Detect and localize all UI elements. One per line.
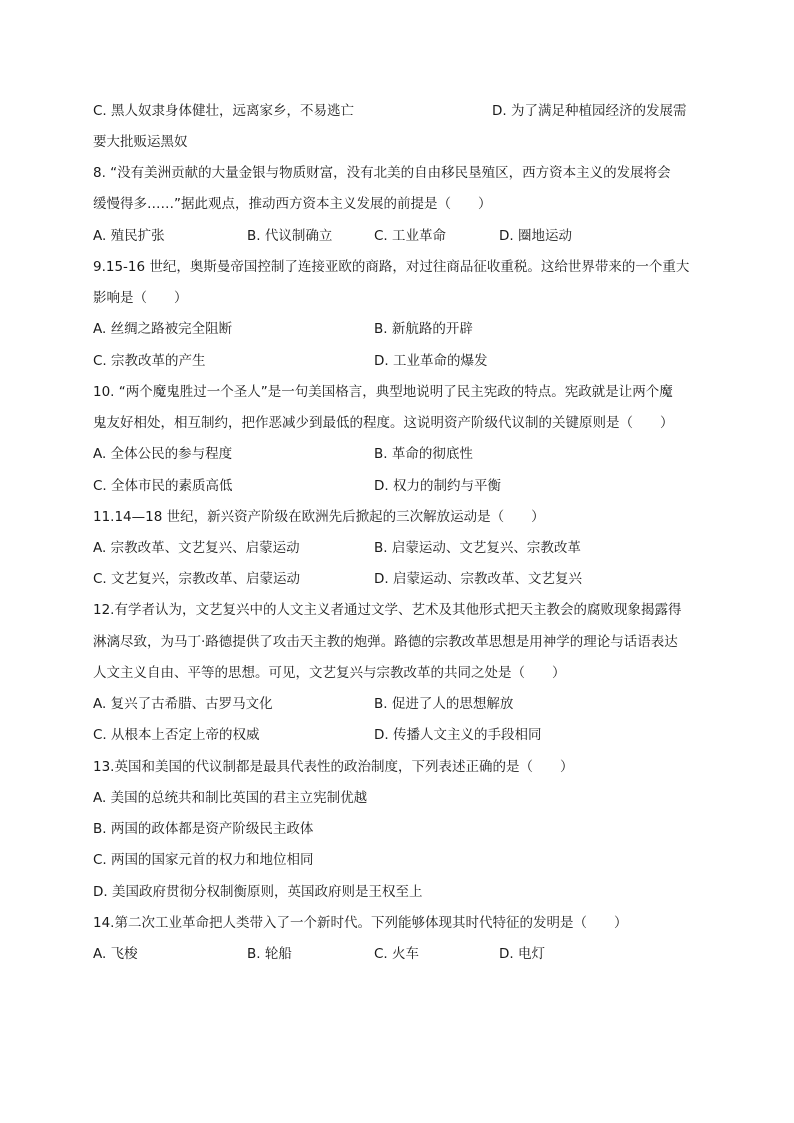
q11-option-b: B. 启蒙运动、文艺复兴、宗教改革 — [374, 540, 581, 556]
q12-stem-line-3: 人文主义自由、平等的思想。可见，文艺复兴与宗教改革的共同之处是（ ） — [93, 665, 566, 681]
q13-option-d: D. 美国政府贯彻分权制衡原则，英国政府则是王权至上 — [93, 884, 423, 900]
q12-stem-line-1: 12.有学者认为，文艺复兴中的人文主义者通过文学、艺术及其他形式把天主教会的腐败现象揭露得 — [93, 602, 682, 618]
q8-option-c: C. 工业革命 — [374, 228, 447, 244]
q13-option-a: A. 美国的总统共和制比英国的君主立宪制优越 — [93, 790, 368, 806]
q14-option-b: B. 轮船 — [247, 946, 292, 962]
q10-stem-line-2: 鬼友好相处，相互制约，把作恶减少到最低的程度。这说明资产阶级代议制的关键原则是（ ） — [93, 415, 674, 431]
q11-option-c: C. 文艺复兴，宗教改革、启蒙运动 — [93, 571, 301, 587]
q13-stem-line-1: 13.英国和美国的代议制都是最具代表性的政治制度，下列表述正确的是（ ） — [93, 759, 574, 775]
q8-option-a: A. 殖民扩张 — [93, 228, 165, 244]
q9-stem-line-2: 影响是（ ） — [93, 290, 188, 306]
q8-option-d: D. 圈地运动 — [499, 228, 572, 244]
q9-stem-line-1: 9.15-16 世纪，奥斯曼帝国控制了连接亚欧的商路，对过往商品征收重税。这给世界带来的一个重大 — [93, 259, 690, 275]
q11-option-d: D. 启蒙运动、宗教改革、文艺复兴 — [374, 571, 582, 587]
q9-option-b: B. 新航路的开辟 — [374, 321, 473, 337]
q7-option-c: C. 黑人奴隶身体健壮，远离家乡，不易逃亡 — [93, 103, 355, 119]
q13-option-c: C. 两国的国家元首的权力和地位相同 — [93, 852, 314, 868]
q14-option-a: A. 飞梭 — [93, 946, 138, 962]
q9-option-a: A. 丝绸之路被完全阻断 — [93, 321, 233, 337]
q8-stem-line-1: 8. “没有美洲贡献的大量金银与物质财富，没有北美的自由移民垦殖区，西方资本主义的发展将会 — [93, 165, 671, 181]
q12-option-c: C. 从根本上否定上帝的权威 — [93, 727, 260, 743]
q8-option-b: B. 代议制确立 — [247, 228, 333, 244]
q14-option-d: D. 电灯 — [499, 946, 545, 962]
q13-option-b: B. 两国的政体都是资产阶级民主政体 — [93, 821, 314, 837]
q10-stem-line-1: 10. “两个魔鬼胜过一个圣人”是一句美国格言，典型地说明了民主宪政的特点。宪政就是让两个魔 — [93, 384, 673, 400]
q10-option-a: A. 全体公民的参与程度 — [93, 446, 233, 462]
q9-option-d: D. 工业革命的爆发 — [374, 353, 488, 369]
q12-stem-line-2: 淋漓尽致，为马丁·路德提供了攻击天主教的炮弹。路德的宗教改革思想是用神学的理论与话语表达 — [93, 634, 678, 650]
q8-stem-line-2: 缓慢得多……”据此观点，推动西方资本主义发展的前提是（ ） — [93, 196, 492, 212]
q12-option-d: D. 传播人文主义的手段相同 — [374, 727, 542, 743]
q14-stem-line-1: 14.第二次工业革命把人类带入了一个新时代。下列能够体现其时代特征的发明是（ ） — [93, 915, 628, 931]
q7-option-d: D. 为了满足种植园经济的发展需 — [492, 103, 687, 119]
q9-option-c: C. 宗教改革的产生 — [93, 353, 206, 369]
q10-option-d: D. 权力的制约与平衡 — [374, 478, 501, 494]
q10-option-b: B. 革命的彻底性 — [374, 446, 473, 462]
q7-option-d-continued: 要大批贩运黑奴 — [93, 134, 188, 150]
q11-option-a: A. 宗教改革、文艺复兴、启蒙运动 — [93, 540, 300, 556]
q10-option-c: C. 全体市民的素质高低 — [93, 478, 233, 494]
q12-option-b: B. 促进了人的思想解放 — [374, 696, 514, 712]
q11-stem-line-1: 11.14—18 世纪，新兴资产阶级在欧洲先后掀起的三次解放运动是（ ） — [93, 509, 545, 525]
q12-option-a: A. 复兴了古希腊、古罗马文化 — [93, 696, 273, 712]
q14-option-c: C. 火车 — [374, 946, 420, 962]
